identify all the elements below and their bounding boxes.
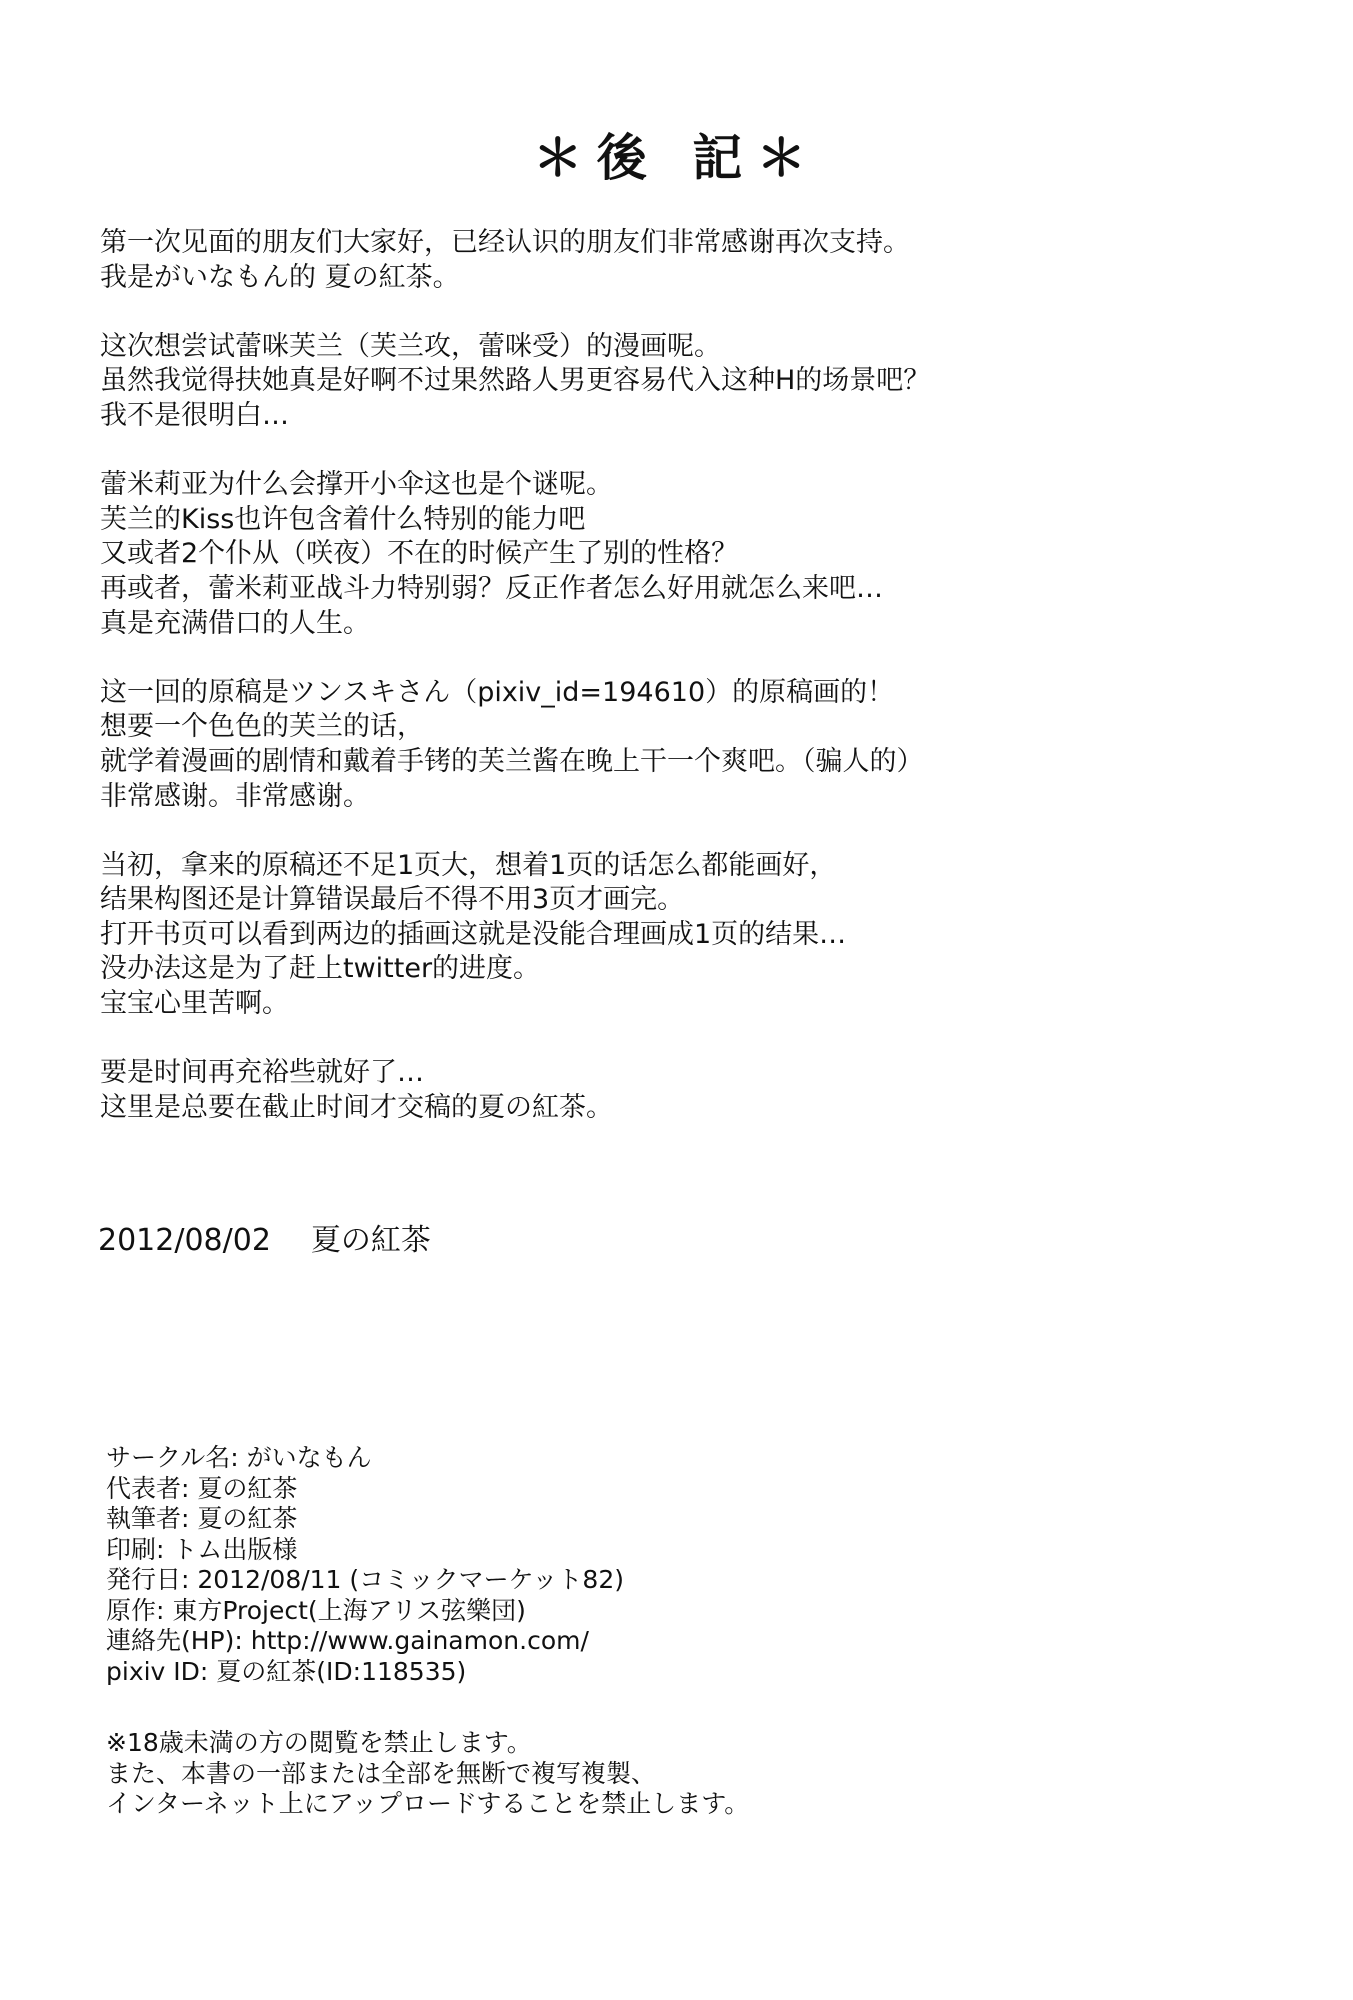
paragraph-theme	[100, 330, 1300, 434]
paragraph-production	[100, 849, 1300, 1022]
notice-line: ※18歳未満の方の閲覧を禁止します。	[106, 1728, 532, 1757]
paragraph-greeting	[100, 226, 1300, 295]
text-line: 结果构图还是计算错误最后不得不用3页才画完。	[100, 884, 685, 916]
text-line: 我不是很明白…	[100, 399, 289, 431]
text-line: 虽然我觉得扶她真是好啊不过果然路人男更容易代入这种H的场景吧？	[100, 365, 931, 397]
text-line: 这次想尝试蕾咪芙兰（芙兰攻，蕾咪受）的漫画呢。	[100, 330, 721, 362]
text-line: 又或者2个仆从（咲夜）不在的时候产生了别的性格？	[100, 538, 739, 570]
copyright-notice	[106, 1728, 749, 1820]
afterword-body	[100, 226, 1300, 1160]
text-line: 我是がいなもん的 夏の紅茶。	[100, 261, 460, 293]
paragraph-questions	[100, 468, 1300, 641]
text-line: 蕾米莉亚为什么会撑开小伞这也是个谜呢。	[100, 469, 613, 501]
text-line: 这一回的原稿是ツンスキさん（pixiv_id=194610）的原稿画的！	[100, 676, 895, 708]
text-line: 这里是总要在截止时间才交稿的夏の紅茶。	[100, 1091, 613, 1123]
colophon-original-work: 原作: 東方Project(上海アリス弦樂団)	[106, 1595, 526, 1625]
paragraph-credit	[100, 676, 1300, 814]
text-line: 非常感谢。非常感谢。	[100, 780, 370, 812]
colophon-representative: 代表者: 夏の紅茶	[106, 1473, 298, 1503]
text-line: 想要一个色色的芙兰的话，	[100, 711, 424, 743]
paragraph-closing	[100, 1056, 1300, 1125]
text-line: 第一次见面的朋友们大家好，已经认识的朋友们非常感谢再次支持。	[100, 227, 910, 258]
colophon-circle: サークル名: がいなもん	[106, 1443, 372, 1472]
text-line: 宝宝心里苦啊。	[100, 988, 289, 1020]
text-line: 就学着漫画的剧情和戴着手铐的芙兰酱在晚上干一个爽吧。（骗人的）	[100, 745, 924, 777]
signature-date: 2012/08/02	[98, 1223, 271, 1258]
page-title: ＊後 記＊	[532, 129, 821, 187]
text-line: 再或者，蕾米莉亚战斗力特别弱？反正作者怎么好用就怎么来吧…	[100, 572, 883, 604]
text-line: 芙兰的Kiss也许包含着什么特别的能力吧	[100, 503, 586, 535]
notice-line: インターネット上にアップロードすることを禁止します。	[106, 1789, 750, 1818]
text-line: 要是时间再充裕些就好了…	[100, 1057, 424, 1089]
colophon-printer: 印刷: トム出版様	[106, 1534, 298, 1564]
notice-line: また、本書の一部または全部を無断で複写複製、	[106, 1758, 657, 1788]
text-line: 真是充满借口的人生。	[100, 607, 370, 639]
colophon	[106, 1443, 624, 1687]
colophon-author: 執筆者: 夏の紅茶	[106, 1504, 298, 1533]
text-line: 打开书页可以看到两边的插画这就是没能合理画成1页的结果…	[100, 918, 847, 950]
signature-name: 夏の紅茶	[310, 1223, 431, 1258]
text-line: 没办法这是为了赶上twitter的进度。	[100, 953, 541, 985]
text-line: 当初，拿来的原稿还不足1页大，想着1页的话怎么都能画好，	[100, 849, 837, 881]
colophon-issue-date: 発行日: 2012/08/11 (コミックマーケット82)	[106, 1565, 624, 1594]
colophon-contact: 連絡先(HP): http://www.gainamon.com/	[106, 1626, 589, 1655]
signature	[98, 1222, 431, 1260]
colophon-pixiv-id: pixiv ID: 夏の紅茶(ID:118535)	[106, 1656, 467, 1686]
